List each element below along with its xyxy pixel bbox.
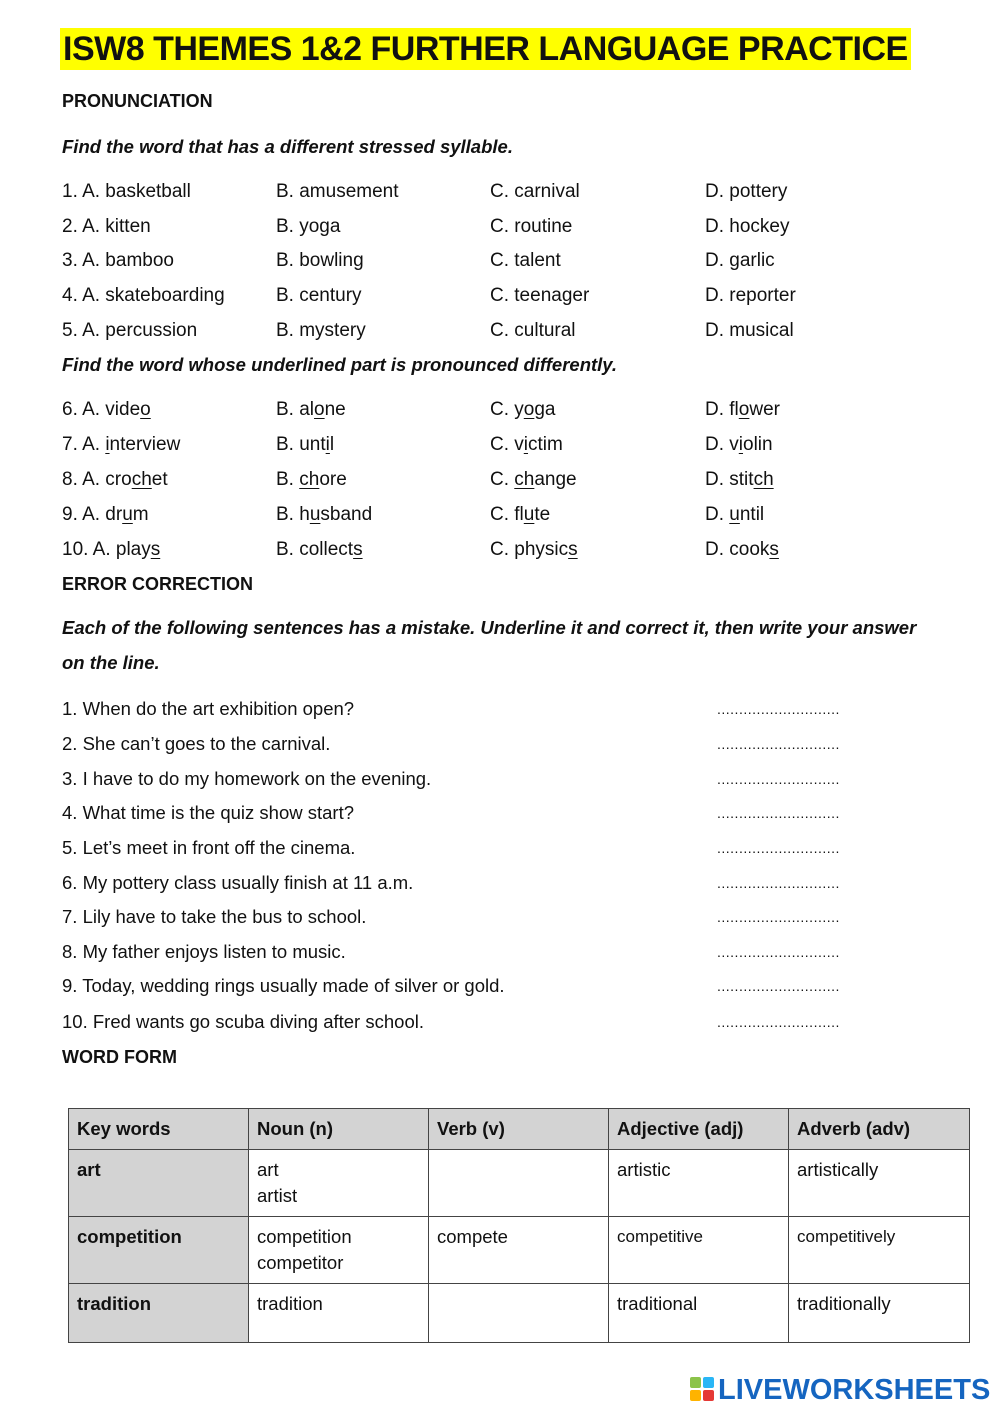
answer-line[interactable]: ............................ (717, 701, 840, 717)
option-text: C. fl (490, 504, 524, 525)
answer-option: C. routine (490, 216, 573, 237)
underlined-part: i (105, 434, 110, 455)
column-header: Adverb (adv) (789, 1109, 970, 1150)
underlined-part: u (309, 504, 321, 525)
answer-option (705, 503, 764, 527)
option-text: nterview (109, 434, 181, 455)
option-text: C. (490, 469, 515, 490)
word-form-entry: competitor (257, 1252, 344, 1273)
answer-line[interactable]: ............................ (717, 771, 840, 787)
answer-option (490, 468, 577, 492)
word-form-entry: competition (257, 1226, 352, 1247)
answer-line[interactable]: ............................ (717, 736, 840, 752)
sentence-row (62, 697, 862, 721)
option-text: C. physic (490, 539, 569, 560)
error-correction-heading: ERROR CORRECTION (62, 574, 254, 594)
word-form-entry: artist (257, 1185, 298, 1206)
underlined-part: s (568, 539, 578, 560)
column-header: Verb (v) (429, 1109, 609, 1150)
answer-option: 3. A. bamboo (62, 250, 174, 271)
option-text: D. (705, 504, 730, 525)
answer-option (490, 398, 556, 422)
sentence-text: 5. Let’s meet in front off the cinema. (62, 837, 356, 858)
option-text: ctim (528, 434, 563, 455)
answer-option (705, 538, 779, 562)
option-text: wer (749, 399, 780, 420)
option-text: ne (324, 399, 346, 420)
answer-option: B. yoga (276, 216, 341, 237)
answer-option: 4. A. skateboarding (62, 285, 225, 306)
sentence-row (62, 732, 862, 756)
answer-option (490, 433, 563, 457)
sentence-text: 7. Lily have to take the bus to school. (62, 906, 367, 927)
sentence-row (62, 801, 862, 825)
sentence-text: 3. I have to do my homework on the evening. (62, 768, 432, 789)
answer-option (276, 433, 334, 457)
option-text: ntil (739, 504, 765, 525)
adverb-cell (789, 1284, 970, 1343)
key-word-cell: competition (69, 1217, 249, 1284)
option-text: D. v (705, 434, 739, 455)
answer-line[interactable]: ............................ (717, 909, 840, 925)
verb-cell (429, 1284, 609, 1343)
verb-cell (429, 1150, 609, 1217)
option-text: C. v (490, 434, 524, 455)
noun-cell (249, 1150, 429, 1217)
sentence-row (62, 905, 862, 929)
answer-option: C. teenager (490, 285, 590, 306)
liveworksheets-logo-icon (690, 1377, 716, 1403)
option-text: B. (276, 469, 300, 490)
answer-option: D. pottery (705, 181, 788, 202)
option-text: C. y (490, 399, 524, 420)
key-word-cell: tradition (69, 1284, 249, 1343)
table-header-row (69, 1109, 970, 1150)
underlined-part: i (738, 434, 744, 455)
word-form-entry: traditionally (797, 1293, 891, 1314)
option-text: B. unt (276, 434, 326, 455)
underlined-part: ch (753, 469, 774, 490)
sentence-row (62, 871, 862, 895)
answer-option (276, 503, 372, 527)
sentence-text: 10. Fred wants go scuba diving after school. (62, 1011, 424, 1032)
underlined-part: u (523, 504, 535, 525)
option-text: et (151, 469, 168, 490)
adverb-cell (789, 1217, 970, 1284)
answer-option: 5. A. percussion (62, 320, 198, 341)
answer-option: C. cultural (490, 320, 576, 341)
answer-option (62, 398, 151, 422)
answer-option: B. century (276, 285, 362, 306)
word-form-entry: tradition (257, 1293, 323, 1314)
answer-option (62, 538, 160, 562)
sentence-row (62, 974, 862, 998)
word-form-entry: competitive (617, 1227, 703, 1246)
sentence-row (62, 767, 862, 791)
option-text: olin (743, 434, 773, 455)
worksheet-title: ISW8 THEMES 1&2 FURTHER LANGUAGE PRACTICE (60, 28, 911, 70)
word-form-heading: WORD FORM (62, 1047, 177, 1067)
sentence-row (62, 836, 862, 860)
answer-option (276, 468, 347, 492)
table-row (69, 1284, 970, 1343)
word-form-entry: traditional (617, 1293, 698, 1314)
option-text: l (329, 434, 335, 455)
sentence-row (62, 1010, 862, 1034)
word-form-table (68, 1108, 970, 1343)
option-text: ange (534, 469, 577, 490)
underlined-part: o (314, 399, 325, 420)
option-text: te (534, 504, 551, 525)
adjective-cell (609, 1284, 789, 1343)
option-text: 8. A. cro (62, 469, 132, 490)
option-text: m (132, 504, 149, 525)
option-text: sband (320, 504, 373, 525)
word-form-entry: competitively (797, 1227, 896, 1246)
word-form-entry: artistic (617, 1159, 671, 1180)
answer-option (276, 398, 346, 422)
underlined-part: s (769, 539, 779, 560)
option-text: 7. A. (62, 434, 106, 455)
underlined-part: u (122, 504, 133, 525)
answer-option: D. reporter (705, 285, 796, 306)
answer-option: D. hockey (705, 216, 790, 237)
sentence-text: 1. When do the art exhibition open? (62, 698, 355, 719)
sound-instruction: Find the word whose underlined part is pronounced differently. (62, 354, 618, 375)
liveworksheets-logo (690, 1374, 990, 1406)
table-row (69, 1150, 970, 1217)
adjective-cell (609, 1150, 789, 1217)
answer-option (705, 433, 773, 457)
option-text: D. fl (705, 399, 739, 420)
answer-line[interactable]: ............................ (717, 805, 840, 821)
noun-cell (249, 1217, 429, 1284)
word-form-entry: compete (437, 1226, 508, 1247)
column-header: Adjective (adj) (609, 1109, 789, 1150)
answer-line[interactable]: ............................ (717, 875, 840, 891)
option-text: B. collect (276, 539, 354, 560)
answer-line[interactable]: ............................ (717, 840, 840, 856)
answer-option (490, 538, 578, 562)
option-text: B. h (276, 504, 310, 525)
verb-cell (429, 1217, 609, 1284)
answer-option: B. amusement (276, 181, 399, 202)
answer-option (62, 468, 168, 492)
sentence-text: 9. Today, wedding rings usually made of silver or gold. (62, 975, 505, 996)
option-text: ore (319, 469, 347, 490)
option-text: D. cook (705, 539, 770, 560)
underlined-part: i (523, 434, 529, 455)
underlined-part: i (325, 434, 330, 455)
underlined-part: s (150, 539, 161, 560)
answer-option: B. bowling (276, 250, 364, 271)
answer-option (276, 538, 363, 562)
answer-option (705, 468, 774, 492)
option-text: 6. A. vide (62, 399, 141, 420)
answer-line[interactable]: ............................ (717, 944, 840, 960)
answer-option: D. garlic (705, 250, 775, 271)
underlined-part: s (353, 539, 363, 560)
sentence-text: 8. My father enjoys listen to music. (62, 941, 346, 962)
answer-line[interactable]: ............................ (717, 978, 840, 994)
underlined-part: o (523, 399, 535, 420)
adjective-cell (609, 1217, 789, 1284)
word-form-entry: art (257, 1159, 279, 1180)
answer-option: 2. A. kitten (62, 216, 151, 237)
sentence-text: 6. My pottery class usually finish at 11 a.m. (62, 872, 414, 893)
option-text: D. stit (705, 469, 754, 490)
option-text: 9. A. dr (62, 504, 123, 525)
word-form-entry: artistically (797, 1159, 879, 1180)
underlined-part: ch (299, 469, 320, 490)
underlined-part: ch (514, 469, 535, 490)
answer-line[interactable]: ............................ (717, 1014, 840, 1030)
logo-text: LIVEWORKSHEETS (718, 1373, 991, 1406)
adverb-cell (789, 1150, 970, 1217)
sentence-text: 4. What time is the quiz show start? (62, 802, 355, 823)
answer-option: C. talent (490, 250, 561, 271)
sentence-text: 2. She can’t goes to the carnival. (62, 733, 331, 754)
key-word-cell: art (69, 1150, 249, 1217)
answer-option: B. mystery (276, 320, 366, 341)
option-text: 10. A. play (62, 539, 151, 560)
noun-cell (249, 1284, 429, 1343)
underlined-part: o (140, 399, 151, 420)
sentence-row (62, 940, 862, 964)
underlined-part: o (738, 399, 750, 420)
option-text: ga (534, 399, 556, 420)
table-row (69, 1217, 970, 1284)
answer-option (62, 503, 149, 527)
column-header: Noun (n) (249, 1109, 429, 1150)
underlined-part: u (729, 504, 740, 525)
answer-option (62, 433, 180, 457)
error-instruction: Each of the following sentences has a mistake. Underline it and correct it, then write your answer on the line. (62, 617, 917, 673)
answer-option: D. musical (705, 320, 794, 341)
pronunciation-heading: PRONUNCIATION (62, 91, 213, 111)
underlined-part: ch (131, 469, 152, 490)
column-header: Key words (69, 1109, 249, 1150)
answer-option: 1. A. basketball (62, 181, 191, 202)
stress-instruction: Find the word that has a different stressed syllable. (62, 136, 513, 157)
option-text: B. al (276, 399, 315, 420)
answer-option: C. carnival (490, 181, 580, 202)
answer-option (705, 398, 780, 422)
answer-option (490, 503, 550, 527)
